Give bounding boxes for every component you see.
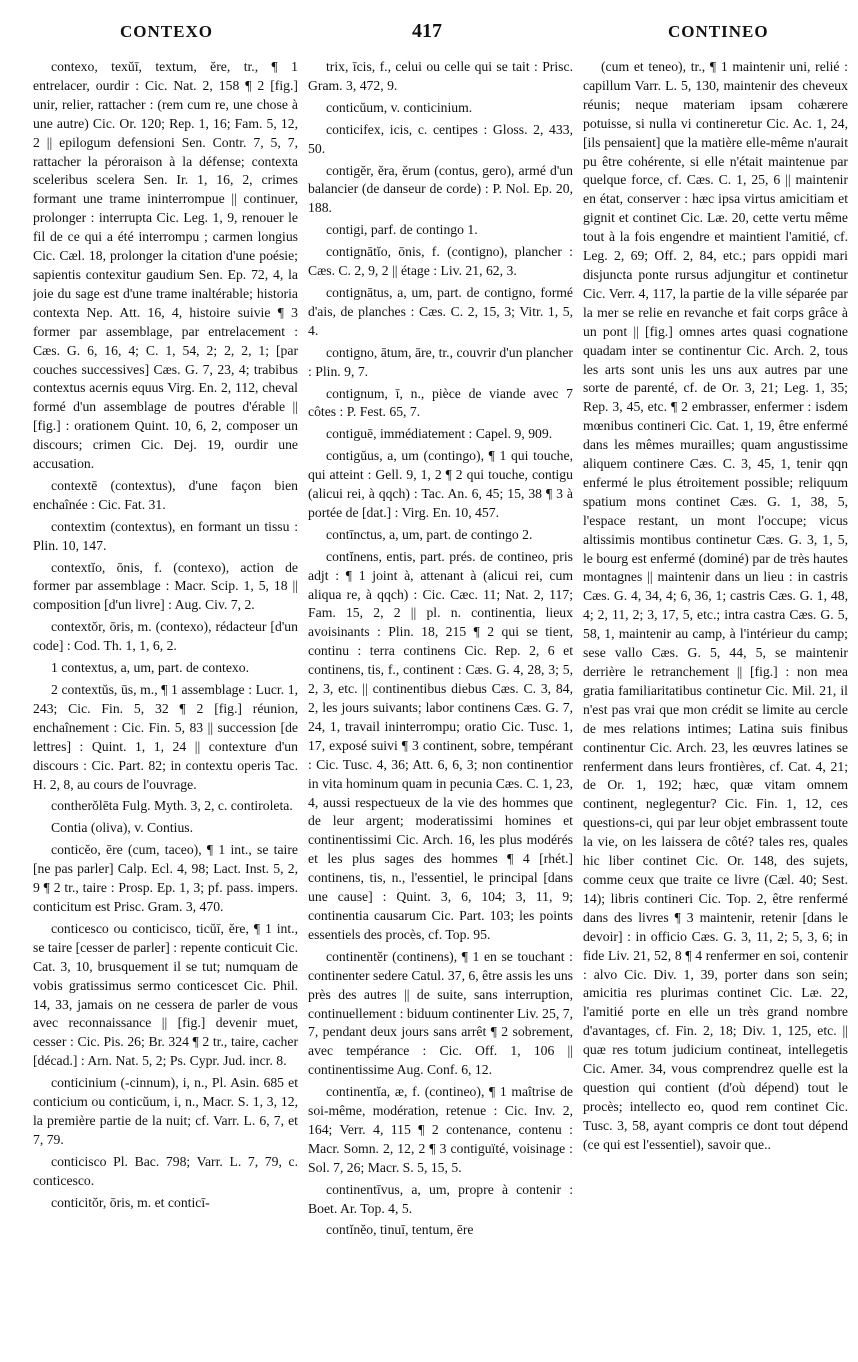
dictionary-entry: 1 contextus, a, um, part. de contexo.	[51, 660, 250, 676]
dictionary-entry: contĭnĕo, tinuī, tentum, ēre	[326, 1222, 474, 1238]
dictionary-entry: contherŏlēta Fulg. Myth. 3, 2, c. contiroleta.	[51, 798, 293, 814]
dictionary-entry: conticifex, icis, c. centipes : Gloss. 2, 433, 50.	[308, 121, 573, 156]
dictionary-entry: conticŭum, v. conticinium.	[326, 99, 473, 115]
dictionary-entry: contigi, parf. de contingo 1.	[326, 222, 478, 238]
dictionary-entry: contextĭo, ōnis, f. (contexo), action de former par assemblage : Macr. Scip. 1, 5, 18 || composition [d'un livre] : Aug. Civ. 7, 2.	[33, 559, 298, 613]
dictionary-entry: contignātĭo, ōnis, f. (contigno), plancher : Cæs. C. 2, 9, 2 || étage : Liv. 21, 62, 3.	[308, 244, 573, 279]
column-2	[308, 58, 573, 1354]
running-head-left: CONTEXO	[120, 22, 213, 41]
dictionary-entry: trix, īcis, f., celui ou celle qui se tait : Prisc. Gram. 3, 472, 9.	[308, 59, 573, 93]
dictionary-entry: conticĕo, ēre (cum, taceo), ¶ 1 int., se taire [ne pas parler] Calp. Ecl. 4, 98; Lact. Inst. 5, 2, 9 ¶ 2 tr., taire : Prosp. Ep. 1, 3; pf. pass. impers. conticitum est Prisc. Gram. 3, 470.	[33, 842, 298, 914]
dictionary-entry: contexo, texŭī, textum, ĕre, tr., ¶ 1 entrelacer, ourdir : Cic. Nat. 2, 158 ¶ 2 [fig.] unir, relier, rattacher : (rem cum re, une chose à une autre) Cic. Or. 120; Rep. 1, 16; Fam. 5, 12, 2 || epilogum defensioni Sen. Contr. 7, 5, 7, rattacher la péroraison à la défense; contexta sceleribus scelera Sen. Ir. 1, 16, 2, crimes formant une trame ininterrompue || continuer, prolonger : interrupta Cic. Leg. 1, 9, renouer le fil de ce qui a été interrompu ; carmen longius Cic. Cæl. 18, prolonger la citation d'une poésie; sapientis contexitur gaudium Sen. Ep. 72, 4, la joie du sage est d'une trame inaltérable; historia contexta Nep. Att. 16, 4, histoire suivie ¶ 3 former par assemblage, par entrelacement : Cæs. G. 6, 16, 4; C. 1, 54, 2; 2, 2, 1; [par couches successives] Cæs. G. 7, 23, 4; trabibus contextus acernis equus Virg. En. 2, 112, cheval formé d'un assemblage de poutres d'érable || [fig.] : orationem Quint. 10, 6, 2, composer un discours; crimen Cic. Dej. 19, ourdir une accusation.	[33, 59, 298, 472]
dictionary-entry: Contia (oliva), v. Contius.	[51, 820, 194, 836]
dictionary-entry: contigno, ātum, āre, tr., couvrir d'un plancher : Plin. 9, 7.	[308, 344, 573, 379]
dictionary-entry: contextim (contextus), en formant un tissu : Plin. 10, 147.	[33, 518, 298, 553]
dictionary-entry: contĭnens, entis, part. prés. de contineo, pris adjt : ¶ 1 joint à, attenant à (alicui rei, cum aliqua re, à qqch) : Cic. Cæc. 11; Nat. 2, 117; Fam. 15, 2, 2 || pl. n. continentia, lieux avoisinants : Plin. 18, 215 ¶ 2 qui se tient, continu : terra continens Cic. Rep. 2, 6 et continens, tis, f., continent : Cæs. G. 4, 28, 3; 5, 2, 3, etc. || continentibus diebus Cæs. C. 3, 84, 2, les jours suivants; labor continens Cæs. G. 7, 24, 1, travail ininterrompu; oratio Cic. Tusc. 1, 17, exposé suivi ¶ 3 continent, sobre, tempérant : Cic. Tusc. 4, 36; Att. 6, 6, 3; non continentior in vita hominum quam in pecunia Cæs. C. 1, 23, 4, aussi respectueux de la vie des hommes que de leur argent; moderatissimi homines et continentissimi Cic. Arch. 16, les plus modérés et les plus sages des hommes ¶ 4 [rhét.] continens, tis, n., l'essentiel, le principal [dans une cause] : Quint. 3, 6, 104; 3, 11, 9; continentia causarum Cic. Part. 103; les points essentiels des procès, cf. Top. 95.	[308, 548, 573, 942]
dictionary-entry: contignum, ī, n., pièce de viande avec 7 côtes : P. Fest. 65, 7.	[308, 385, 573, 420]
column-1	[33, 58, 298, 1354]
dictionary-entry: conticitŏr, ōris, m. et conticī-	[51, 1194, 210, 1210]
dictionary-entry: 2 contextŭs, ūs, m., ¶ 1 assemblage : Lucr. 1, 243; Cic. Fin. 5, 32 ¶ 2 [fig.] réunion, enchaînement : Cic. Fin. 5, 83 || succession [de lettres] : Quint. 1, 1, 24 || contexture d'un discours : Cic. Part. 82; in contextu operis Tac. H. 2, 8, au cours de l'ouvrage.	[33, 682, 298, 792]
dictionary-entry: conticinium (-cinnum), i, n., Pl. Asin. 685 et conticium ou conticŭum, i, n., Macr. S. 1, 3, 12, la première partie de la nuit; cf. Varr. L. 6, 7, et 7, 79.	[33, 1075, 298, 1147]
dictionary-entry: continentīvus, a, um, propre à contenir : Boet. Ar. Top. 4, 5.	[308, 1181, 573, 1216]
dictionary-entry: contiguē, immédiatement : Capel. 9, 909.	[326, 426, 553, 442]
dictionary-entry: contigĕr, ĕra, ĕrum (contus, gero), armé d'un balancier (de danseur de corde) : P. Nol. Ep. 20, 188.	[308, 162, 573, 216]
running-head-right: CONTINEO	[668, 22, 769, 41]
column-3	[583, 58, 848, 1354]
page-header	[0, 22, 858, 52]
dictionary-entry: contīnctus, a, um, part. de contingo 2.	[326, 526, 533, 542]
dictionary-entry: contextē (contextus), d'une façon bien enchaînée : Cic. Fat. 31.	[33, 477, 298, 512]
dictionary-entry: contextŏr, ōris, m. (contexo), rédacteur [d'un code] : Cod. Th. 1, 1, 6, 2.	[33, 619, 298, 654]
dictionary-entry: (cum et teneo), tr., ¶ 1 maintenir uni, relié : capillum Varr. L. 5, 130, maintenir des cheveux réunis; neque materiam ipsam cohærere potuisse, si nulla vi contineretur Cic. Ac. 1, 24, [ils pensaient] que la matière elle-même n'aurait pu être cohérente, si elle n'était maintenue par quelque force, cf. Cæs. C. 1, 25, 6 || maintenir en état, conserver : hæc ipsa virtus amicitiam et gignit et continet Cic. Læ. 20, cette vertu même tout à la fois engendre et maintient l'amitié, cf. Leg. 2, 69; Off. 2, 84, etc.; pars oppidi mari disjuncta ponte rursus adjungitur et continetur Cic. Verr. 4, 117, la partie de la ville séparée par la mer se relie en revanche et fait corps grâce à un pont || [fig.] omnes artes quasi cognatione quadam inter se continentur Cic. Arch. 2, tous les arts sont unis les uns aux autres par une sorte de parenté, cf. de Or. 3, 21; Leg. 1, 35; Rep. 3, 45, etc. ¶ 2 embrasser, enfermer : isdem mœnibus contineri Cic. Cat. 1, 19, être enfermé dans les mêmes murailles; quam angustissime aliquem continere Cæs. C. 3, 45, 1, tenir qqn enfermé le plus étroitement possible; reliquum spatium mons continet Cæs. G. 1, 38, 5, l'espace restant, un mont l'occupe; vicus altissimis montibus continetur Cæs. G. 3, 1, 5, le bourg est enfermé (dominé) par de très hautes montagnes || maintenir dans un lieu : in castris Cæs. G. 4, 34, 4; 6, 36, 1; castris Cæs. G. 1, 48, 4; 2, 11, 2; 3, 17, 5, etc.; intra castra Cæs. G. 5, 58, 1, maintenir au camp, à l'intérieur du camp; sese vallo Cæs. G. 5, 44, 5, se maintenir derrière le retranchement || [fig.] : non mea gratia familiaritatibus continetur Cic. Mil. 21, il n'est pas vrai que mon crédit se limite au cercle de mes relations intimes; Latina suis finibus continentur Cic. Arch. 23, les œuvres latines se renferment dans leurs frontières, cf. Cat. 4, 21; de Or. 1, 192; hæc, quæ vitam omnem continent, neglegentur? Cic. Fin. 1, 12, ces questions-ci, qui par leur objet embrassent toute la vie, on les laissera de côté? tales res, quales hic liber continet Cic. Or. 148, des sujets, comme ceux que traite ce livre (Cæl. 40; Sest. 14); libris contineri Cic. Top. 2, être renfermé dans des livres ¶ 3 maintenir, retenir [dans le devoir] : in officio Cæs. G. 3, 11, 2; 5, 3, 6; in fide Liv. 21, 52, 8 ¶ 4 renfermer en soi, contenir : alvo Cic. Div. 1, 39, porter dans son sein; amicitia res plurimas continet Cic. Læ. 22, l'amitié porte en elle un très grand nombre d'avantages, cf. Fin. 2, 18; Div. 1, 125, etc. || quæ res totum judicium contineat, intellegetis Cic. Amer. 34, vous comprendrez quelle est la question qui contient (d'où dépend) tout le procès; intellecto eo, quod rem continet Cic. Tusc. 3, 58, ayant compris ce dont tout dépend (ce qui est l'essentiel), savoir que..	[583, 59, 848, 1152]
dictionary-entry: conticesco ou conticisco, ticŭī, ĕre, ¶ 1 int., se taire [cesser de parler] : repente conticuit Cic. Cat. 3, 10, brusquement il se tut; numquam de vobis gratissimus sermo conticescet Cic. Phil. 14, 33, jamais on ne cessera de parler de vous avec reconnaissance || [fig.] devenir muet, cesser : Cic. Pis. 26; Br. 324 ¶ 2 tr., taire, cacher [décad.] : Arn. Nat. 5, 2; Ps. Cypr. Jud. incr. 8.	[33, 920, 298, 1069]
dictionary-entry: continentĭa, æ, f. (contineo), ¶ 1 maîtrise de soi-même, modération, retenue : Cic. Inv. 2, 164; Verr. 4, 115 ¶ 2 contenance, contenu : Macr. Somn. 2, 12, 2 ¶ 3 contiguïté, voisinage : Sol. 7, 26; Macr. S. 5, 15, 5.	[308, 1084, 573, 1175]
dictionary-entry: conticisco Pl. Bac. 798; Varr. L. 7, 79, c. conticesco.	[33, 1153, 298, 1188]
dictionary-entry: contignātus, a, um, part. de contigno, formé d'ais, de planches : Cæs. C. 2, 15, 3; Vitr. 1, 5, 4.	[308, 284, 573, 338]
dictionary-entry: continentĕr (continens), ¶ 1 en se touchant : continenter sedere Catul. 37, 6, être assis les uns près des autres || de suite, sans interruption, continuellement : biduum continenter Liv. 25, 7, 7, pendant deux jours sans arrêt ¶ 2 sobrement, avec tempérance : Cic. Off. 1, 106 || continentissime Aug. Conf. 6, 12.	[308, 948, 573, 1078]
page-number: 417	[412, 20, 442, 42]
dictionary-entry: contigŭus, a, um (contingo), ¶ 1 qui touche, qui atteint : Gell. 9, 1, 2 ¶ 2 qui touche, contigu (alicui rei, à qqch) : Tac. An. 6, 45; 15, 38 ¶ 3 à portée de [dat.] : Virg. En. 10, 457.	[308, 448, 573, 520]
